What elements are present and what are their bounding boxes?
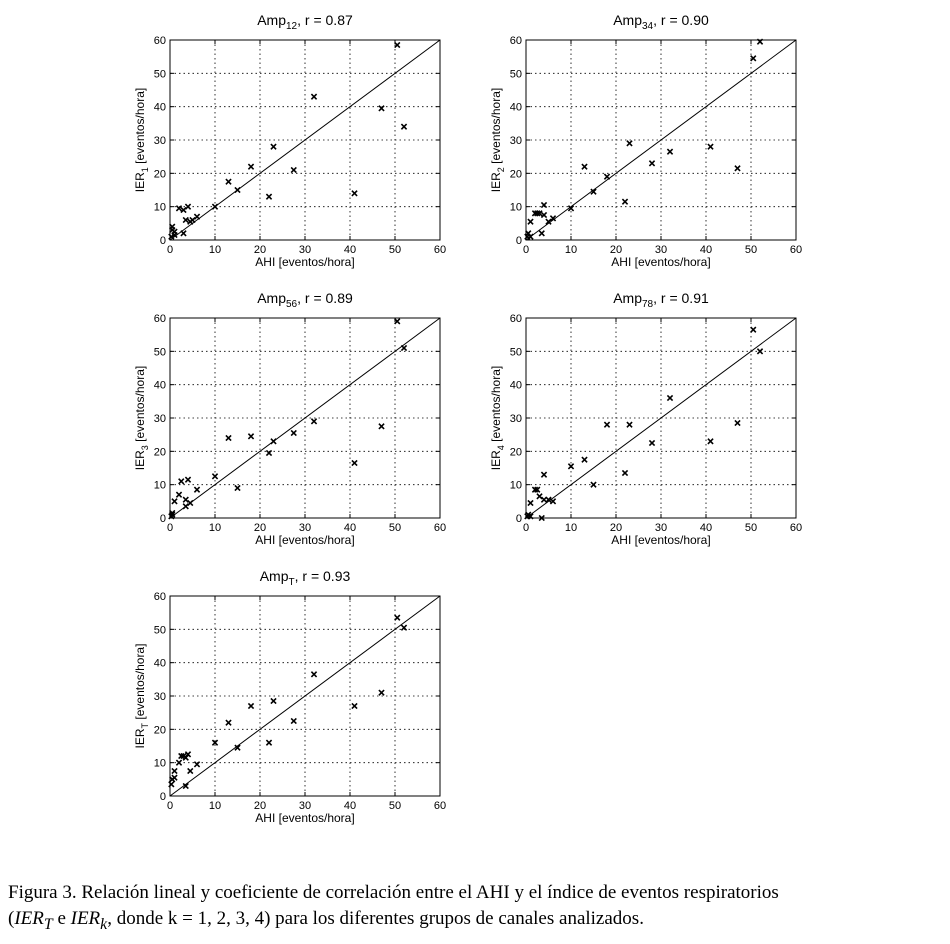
data-point	[528, 219, 533, 224]
data-point	[248, 434, 253, 439]
data-point	[352, 703, 357, 708]
data-point	[266, 740, 271, 745]
chart-title: Amp$_T$, r = 0.93	[259, 568, 351, 588]
data-point	[248, 703, 253, 708]
x-tick-label: 30	[298, 244, 312, 256]
caption-ier-k: IER	[70, 908, 101, 929]
y-tick-label: 0	[159, 235, 166, 247]
chart-5	[133, 568, 446, 825]
data-point	[248, 164, 253, 169]
y-tick-label: 20	[153, 168, 166, 181]
x-axis-label: AHI [eventos/hora]	[255, 255, 355, 269]
data-point	[226, 720, 231, 725]
data-point	[604, 422, 609, 427]
y-tick-label: 20	[153, 446, 166, 459]
y-tick-label: 10	[153, 479, 166, 492]
data-point	[226, 435, 231, 440]
data-point	[185, 477, 190, 482]
data-point	[708, 439, 713, 444]
data-point	[667, 149, 672, 154]
y-tick-label: 40	[153, 101, 166, 114]
data-point	[537, 494, 542, 499]
data-point	[266, 194, 271, 199]
data-point	[352, 191, 357, 196]
data-point	[176, 492, 181, 497]
y-tick-label: 20	[153, 724, 166, 737]
y-tick-label: 30	[153, 413, 166, 425]
y-axis-label: $IER_1$ [eventos/hora]	[133, 87, 150, 193]
caption-line-2-rest: , donde k = 1, 2, 3, 4) para los diferentes grupos de canales analizados.	[107, 908, 644, 929]
data-point	[568, 464, 573, 469]
y-tick-label: 10	[509, 479, 522, 492]
x-tick-label: 40	[343, 522, 357, 534]
y-tick-label: 20	[509, 168, 522, 181]
data-point	[172, 768, 177, 773]
chart-2	[489, 12, 802, 269]
x-tick-label: 20	[609, 244, 623, 256]
data-point	[541, 472, 546, 477]
data-point	[291, 718, 296, 723]
data-point	[582, 164, 587, 169]
x-tick-label: 30	[654, 522, 668, 534]
x-tick-label: 20	[253, 800, 267, 812]
x-tick-label: 50	[388, 244, 402, 256]
x-tick-label: 40	[699, 522, 713, 534]
caption-line-2: ($IER_T$ e $IER_k$, donde k = 1, 2, 3, 4) para los diferentes grupos de canales analizados.	[8, 908, 644, 933]
data-point	[757, 349, 762, 354]
data-point	[311, 419, 316, 424]
data-point	[212, 204, 217, 209]
data-point	[311, 672, 316, 677]
y-tick-label: 40	[509, 379, 522, 392]
data-point	[235, 485, 240, 490]
caption-ier-t: IER	[14, 908, 44, 929]
data-point	[226, 179, 231, 184]
data-point	[627, 422, 632, 427]
chart-title: Amp$_{78}$, r = 0.91	[613, 290, 709, 310]
x-tick-label: 50	[388, 800, 402, 812]
x-axis-label: AHI [eventos/hora]	[255, 533, 355, 547]
data-point	[172, 775, 177, 780]
caption-ier-k-sub: k	[100, 915, 108, 933]
y-tick-label: 0	[159, 513, 166, 525]
data-point	[401, 124, 406, 129]
data-point	[667, 395, 672, 400]
y-tick-label: 60	[509, 313, 522, 325]
data-point	[183, 497, 188, 502]
data-point	[582, 457, 587, 462]
y-tick-label: 0	[159, 791, 166, 803]
chart-4	[489, 290, 802, 547]
data-point	[291, 430, 296, 435]
data-point	[395, 42, 400, 47]
data-point	[212, 474, 217, 479]
data-point	[181, 231, 186, 236]
x-tick-label: 20	[609, 522, 623, 534]
x-tick-label: 0	[522, 244, 530, 256]
x-tick-label: 20	[253, 522, 267, 534]
data-point	[194, 214, 199, 219]
y-tick-label: 30	[509, 135, 522, 147]
x-tick-label: 0	[166, 244, 174, 256]
data-point	[172, 499, 177, 504]
x-tick-label: 40	[343, 244, 357, 256]
y-tick-label: 30	[153, 135, 166, 147]
x-tick-label: 60	[789, 244, 803, 256]
y-tick-label: 60	[153, 591, 166, 603]
data-point	[622, 199, 627, 204]
data-point	[176, 760, 181, 765]
y-tick-label: 0	[515, 513, 522, 525]
y-tick-label: 50	[153, 346, 166, 359]
x-tick-label: 10	[564, 244, 578, 256]
data-point	[190, 217, 195, 222]
y-tick-label: 50	[153, 68, 166, 81]
y-axis-label: $IER_T$ [eventos/hora]	[133, 643, 150, 749]
x-tick-label: 0	[522, 522, 530, 534]
x-tick-label: 40	[699, 244, 713, 256]
y-tick-label: 60	[153, 313, 166, 325]
data-point	[379, 424, 384, 429]
x-axis-label: AHI [eventos/hora]	[611, 533, 711, 547]
x-tick-label: 10	[208, 522, 222, 534]
data-point	[271, 144, 276, 149]
data-point	[539, 231, 544, 236]
y-tick-label: 60	[509, 35, 522, 47]
chart-title: Amp$_{34}$, r = 0.90	[613, 12, 709, 32]
x-tick-label: 60	[789, 522, 803, 534]
y-tick-label: 30	[153, 691, 166, 703]
data-point	[751, 56, 756, 61]
data-point	[735, 166, 740, 171]
data-point	[622, 470, 627, 475]
data-point	[735, 420, 740, 425]
data-point	[271, 698, 276, 703]
data-point	[185, 204, 190, 209]
y-tick-label: 10	[509, 201, 522, 214]
y-tick-label: 60	[153, 35, 166, 47]
y-tick-label: 40	[153, 379, 166, 392]
data-point	[401, 345, 406, 350]
data-point	[649, 161, 654, 166]
y-axis-label: $IER_4$ [eventos/hora]	[489, 365, 506, 471]
x-tick-label: 50	[744, 522, 758, 534]
y-tick-label: 40	[509, 101, 522, 114]
y-tick-label: 40	[153, 657, 166, 670]
x-tick-label: 50	[744, 244, 758, 256]
y-tick-label: 20	[509, 446, 522, 459]
data-point	[395, 615, 400, 620]
data-point	[194, 487, 199, 492]
chart-1	[133, 12, 446, 269]
x-axis-label: AHI [eventos/hora]	[611, 255, 711, 269]
x-tick-label: 20	[253, 244, 267, 256]
x-tick-label: 10	[564, 522, 578, 534]
figure-caption	[8, 880, 944, 938]
data-point	[179, 479, 184, 484]
data-point	[311, 94, 316, 99]
chart-3	[133, 290, 446, 547]
y-tick-label: 30	[509, 413, 522, 425]
x-tick-label: 30	[298, 800, 312, 812]
x-tick-label: 60	[433, 800, 447, 812]
y-tick-label: 50	[153, 624, 166, 637]
data-point	[649, 440, 654, 445]
data-point	[271, 439, 276, 444]
data-point	[235, 187, 240, 192]
y-axis-label: $IER_2$ [eventos/hora]	[489, 87, 506, 193]
x-tick-label: 10	[208, 244, 222, 256]
y-axis-label: $IER_3$ [eventos/hora]	[133, 365, 150, 471]
x-tick-label: 10	[208, 800, 222, 812]
data-point	[627, 141, 632, 146]
caption-ier-t-sub: T	[43, 915, 53, 933]
x-tick-label: 60	[433, 244, 447, 256]
data-point	[379, 690, 384, 695]
caption-line-1: Figura 3. Relación lineal y coeficiente de correlación entre el AHI y el índice de eventos respiratorios	[8, 882, 779, 903]
y-tick-label: 10	[153, 757, 166, 770]
data-point	[352, 460, 357, 465]
x-tick-label: 30	[298, 522, 312, 534]
x-tick-label: 30	[654, 244, 668, 256]
x-tick-label: 50	[388, 522, 402, 534]
chart-title: Amp$_{56}$, r = 0.89	[257, 290, 353, 310]
data-point	[604, 174, 609, 179]
x-axis-label: AHI [eventos/hora]	[255, 811, 355, 825]
data-point	[183, 504, 188, 509]
y-tick-label: 0	[515, 235, 522, 247]
data-point	[291, 167, 296, 172]
x-tick-label: 40	[343, 800, 357, 812]
data-point	[188, 500, 193, 505]
x-tick-label: 60	[433, 522, 447, 534]
y-tick-label: 50	[509, 346, 522, 359]
x-tick-label: 0	[166, 522, 174, 534]
data-point	[751, 327, 756, 332]
x-tick-label: 0	[166, 800, 174, 812]
y-tick-label: 50	[509, 68, 522, 81]
data-point	[708, 144, 713, 149]
chart-title: Amp$_{12}$, r = 0.87	[257, 12, 353, 32]
data-point	[188, 768, 193, 773]
y-tick-label: 10	[153, 201, 166, 214]
data-point	[528, 500, 533, 505]
data-point	[591, 482, 596, 487]
